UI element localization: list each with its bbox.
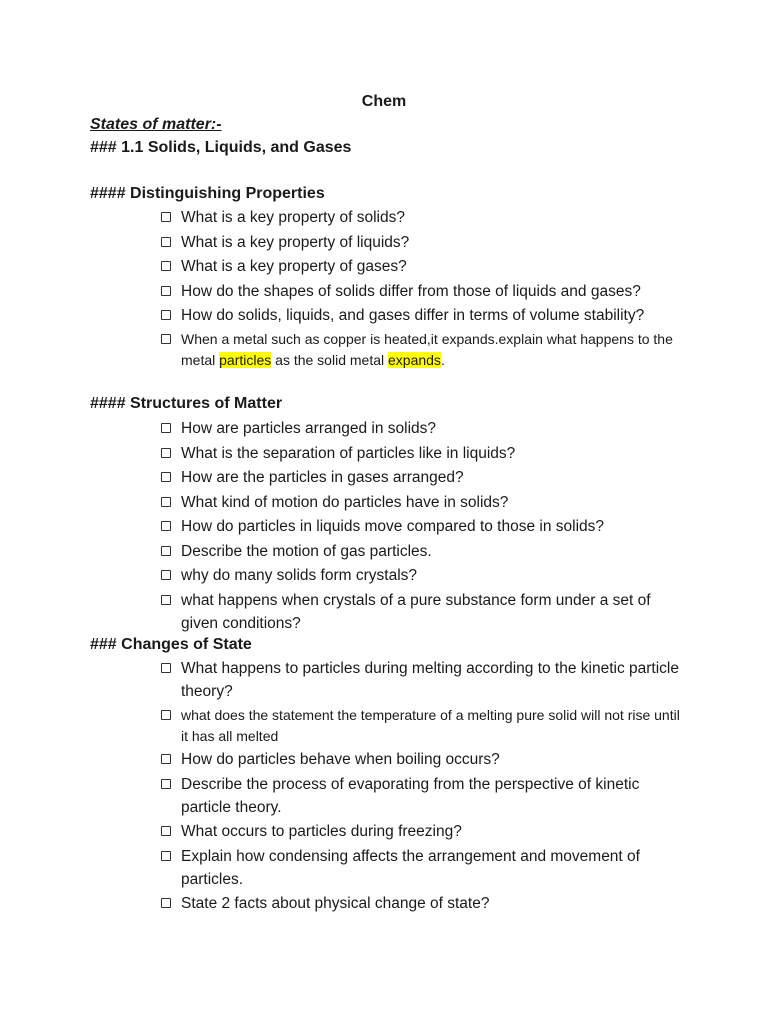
checkbox[interactable] <box>161 570 171 580</box>
checkbox[interactable] <box>161 286 171 296</box>
list-item <box>160 705 690 747</box>
list-item <box>160 231 690 254</box>
item-text: How do the shapes of solids differ from those of liquids and gases? <box>181 282 641 300</box>
list-item <box>160 255 690 278</box>
checkbox[interactable] <box>161 663 171 673</box>
list-item <box>160 773 690 819</box>
list-item <box>160 417 690 440</box>
checkbox[interactable] <box>161 754 171 764</box>
list-item <box>160 892 690 915</box>
section-heading-changes-of-state: ### Changes of State <box>90 636 252 653</box>
checkbox[interactable] <box>161 546 171 556</box>
highlighted-text: particles <box>219 351 272 368</box>
checkbox[interactable] <box>161 851 171 861</box>
item-text-part: When a metal such as copper is heated,it expands.explain what happens to the metal <box>181 330 673 368</box>
list-item <box>160 515 690 538</box>
item-text: what does the statement the temperature of a melting pure solid will not rise until it has all melted <box>181 706 680 744</box>
list-item <box>160 564 690 587</box>
item-text: What is a key property of solids? <box>181 209 405 226</box>
item-text: What happens to particles during melting according to the kinetic particle theory? <box>181 660 679 700</box>
document-subtitle: States of matter:- <box>90 116 222 133</box>
item-text: How are particles arranged in solids? <box>181 420 437 437</box>
list-item <box>160 540 690 563</box>
item-text: What is the separation of particles like in liquids? <box>181 444 516 462</box>
item-text: Explain how condensing affects the arrangement and movement of particles. <box>181 847 640 888</box>
list-item <box>160 657 690 703</box>
checkbox[interactable] <box>161 423 171 433</box>
item-text: How are the particles in gases arranged? <box>181 469 464 486</box>
item-text: What occurs to particles during freezing? <box>181 823 462 840</box>
item-text: What is a key property of gases? <box>181 258 407 275</box>
item-text: What is a key property of liquids? <box>181 233 410 251</box>
list-item <box>160 304 690 327</box>
document-title: Chem <box>361 93 407 110</box>
distinguishing-properties-list <box>160 206 690 372</box>
item-text: Describe the motion of gas particles. <box>181 542 432 560</box>
checkbox[interactable] <box>161 472 171 482</box>
list-item <box>160 748 690 771</box>
item-text: What kind of motion do particles have in solids? <box>181 493 509 511</box>
structures-of-matter-list <box>160 417 690 636</box>
checkbox[interactable] <box>161 898 171 908</box>
item-text: How do particles in liquids move compared to those in solids? <box>181 518 605 535</box>
checkbox[interactable] <box>161 497 171 507</box>
list-item <box>160 820 690 843</box>
item-text-part: as the solid metal <box>271 351 388 368</box>
list-item <box>160 491 690 514</box>
list-item <box>160 589 690 635</box>
list-item <box>160 206 690 229</box>
item-text: State 2 facts about physical change of state? <box>181 895 490 912</box>
item-text-part: . <box>440 351 445 368</box>
checkbox[interactable] <box>161 237 171 247</box>
list-item <box>160 442 690 465</box>
changes-of-state-list <box>160 657 690 917</box>
checkbox[interactable] <box>161 595 171 605</box>
checkbox[interactable] <box>161 521 171 531</box>
item-text: why do many solids form crystals? <box>181 567 418 584</box>
item-text: How do solids, liquids, and gases differ in terms of volume stability? <box>181 307 645 324</box>
item-text: How do particles behave when boiling occurs? <box>181 751 500 768</box>
section-heading-structures-of-matter: #### Structures of Matter <box>90 395 283 412</box>
checkbox[interactable] <box>161 826 171 836</box>
checkbox[interactable] <box>161 310 171 320</box>
list-item <box>160 466 690 489</box>
checkbox[interactable] <box>161 448 171 458</box>
highlighted-text: expands <box>388 351 441 368</box>
item-text: what happens when crystals of a pure substance form under a set of given conditions? <box>181 591 651 632</box>
section-heading-distinguishing-properties: #### Distinguishing Properties <box>90 185 325 202</box>
checkbox[interactable] <box>161 334 171 344</box>
checkbox[interactable] <box>161 261 171 271</box>
checkbox[interactable] <box>161 212 171 222</box>
item-text: Describe the process of evaporating from the perspective of kinetic particle theory. <box>181 775 640 816</box>
checkbox[interactable] <box>161 779 171 789</box>
list-item <box>160 280 690 303</box>
section-heading-solids-liquids-gases: ### 1.1 Solids, Liquids, and Gases <box>90 139 352 156</box>
list-item <box>160 329 690 371</box>
list-item <box>160 845 690 891</box>
checkbox[interactable] <box>161 710 171 720</box>
